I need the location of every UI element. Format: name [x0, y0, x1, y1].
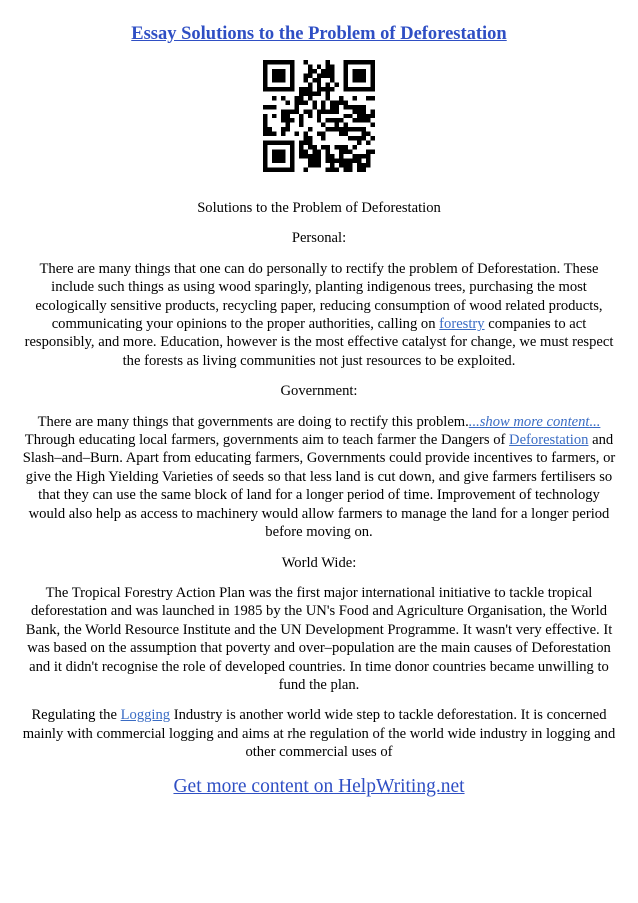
essay-subtitle: Solutions to the Problem of Deforestation: [197, 200, 441, 216]
personal-heading: Personal:: [291, 230, 347, 247]
government-heading: Government:: [280, 383, 358, 400]
world-heading: World Wide:: [281, 554, 357, 571]
get-more-content-link[interactable]: Get more content on HelpWriting.net: [173, 776, 465, 797]
personal-paragraph: [20, 260, 618, 370]
page-title[interactable]: Essay Solutions to the Problem of Deforestation: [131, 24, 507, 44]
essay-body: [20, 199, 618, 762]
world-paragraph: The Tropical Forestry Action Plan was the first major international initiative to tackle tropical deforestation and was launched in 1985 by the UN's Food and Agriculture Organisation, the World Bank, the World Resource Institute and the UN Development Programme. It wasn't very effective. It was based on the assumption that poverty and over–population are the main causes of Deforestation and it didn't recognise the role of developed countries. In time donor countries became unwilling to fund the plan.: [25, 584, 613, 693]
government-text-1: There are many things that governments are doing to rectify this problem.: [37, 413, 469, 430]
deforestation-link[interactable]: Deforestation: [509, 432, 589, 449]
logging-link[interactable]: Logging: [120, 707, 171, 724]
government-text-2: Through educating local farmers, governments aim to teach farmer the Dangers of: [24, 432, 510, 449]
logging-paragraph: [20, 706, 618, 761]
qr-code-icon: [263, 60, 375, 172]
government-paragraph: [20, 413, 618, 542]
logging-text-2: Industry is another world wide step to tackle deforestation. It is concerned mainly with commercial logging and aims at rhe regulation of the world wide industry in logging and other commercial uses of: [22, 707, 616, 761]
government-text-3: and Slash–and–Burn. Apart from educating farmers, Governments could provide incentives to farmers, or give the High Yielding Varieties of seeds so that less land is cut down, and give farmers fertilisers so that they can use the same block of land for a longer period of time. Improvement of technology would also help as access to machinery would allow farmers to manage the land for a longer period before moving on.: [22, 432, 616, 541]
personal-text-1: There are many things that one can do personally to rectify the problem of Deforestation. These include such things as using wood sparingly, planting indigenous trees, purchasing the most ecologically sensitive products, recycling paper, reducing consumption of wood related products, communicating your opinions to the proper authorities, calling on: [35, 260, 603, 333]
show-more-link[interactable]: ...show more content...: [468, 413, 601, 430]
personal-text-2: companies to act responsibly, and more. Education, however is the most effective catalyst for change, we must respect the forests as living communities not just resources to be exploited.: [24, 316, 614, 369]
logging-text-1: Regulating the: [31, 707, 121, 724]
forestry-link[interactable]: forestry: [439, 316, 485, 333]
